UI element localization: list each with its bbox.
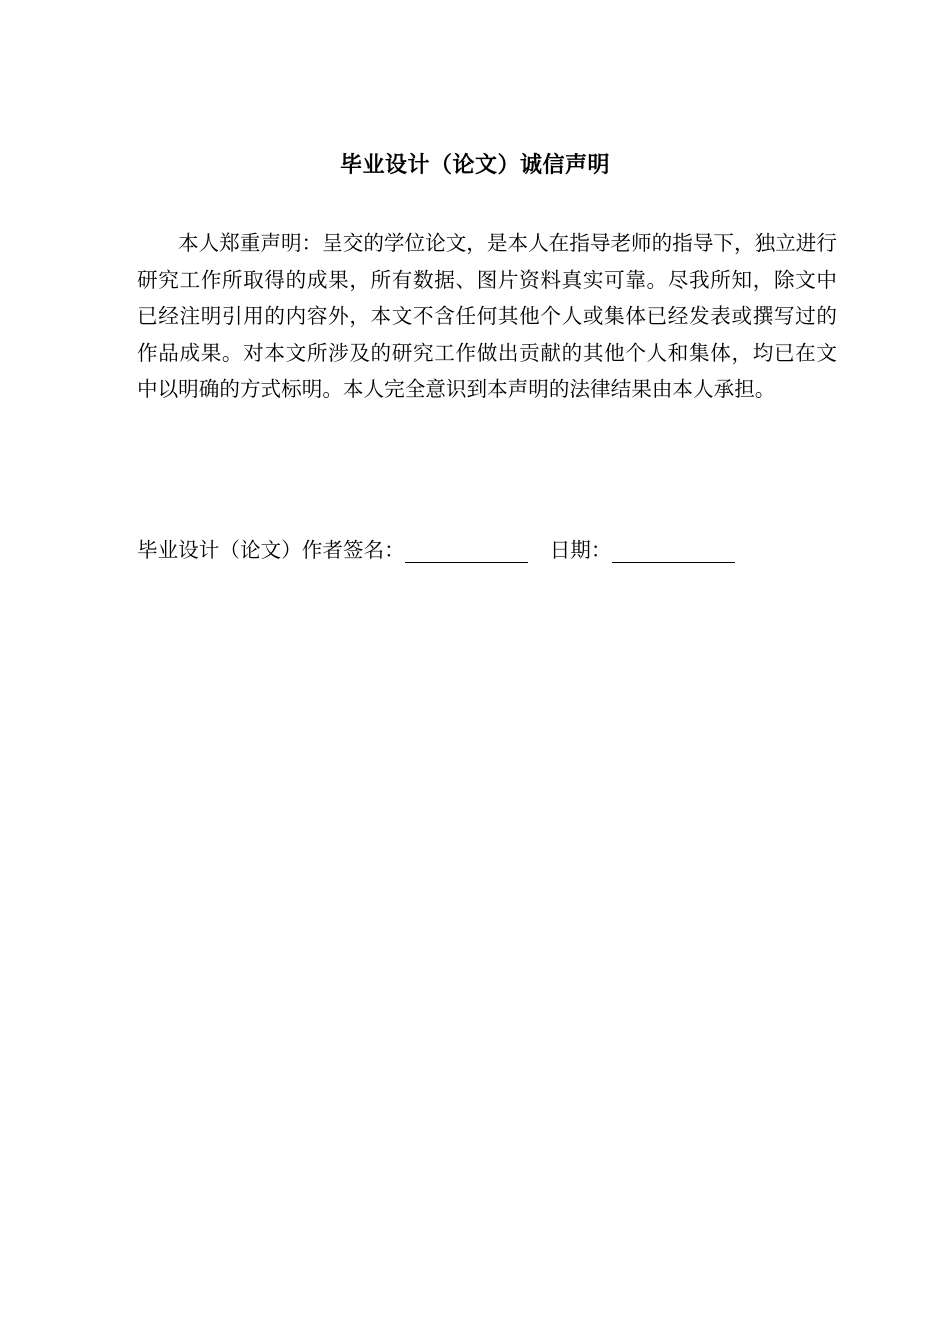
signature-label: 毕业设计（论文）作者签名： xyxy=(137,538,405,562)
declaration-paragraph: 本人郑重声明：呈交的学位论文，是本人在指导老师的指导下，独立进行研究工作所取得的成果，所有数据、图片资料真实可靠。尽我所知，除文中已经注明引用的内容外，本文不含任何其他个人或集体已经发表或撰写过的作品成果。对本文所涉及的研究工作做出贡献的其他个人和集体，均已在文中以明确的方式标明。本人完全意识到本声明的法律结果由本人承担。 xyxy=(137,231,837,401)
page-title: 毕业设计（论文）诚信声明 xyxy=(339,153,610,178)
signature-row xyxy=(137,532,837,568)
date-label: 日期： xyxy=(549,538,612,562)
signature-blank xyxy=(405,538,528,563)
date-blank xyxy=(612,538,735,563)
